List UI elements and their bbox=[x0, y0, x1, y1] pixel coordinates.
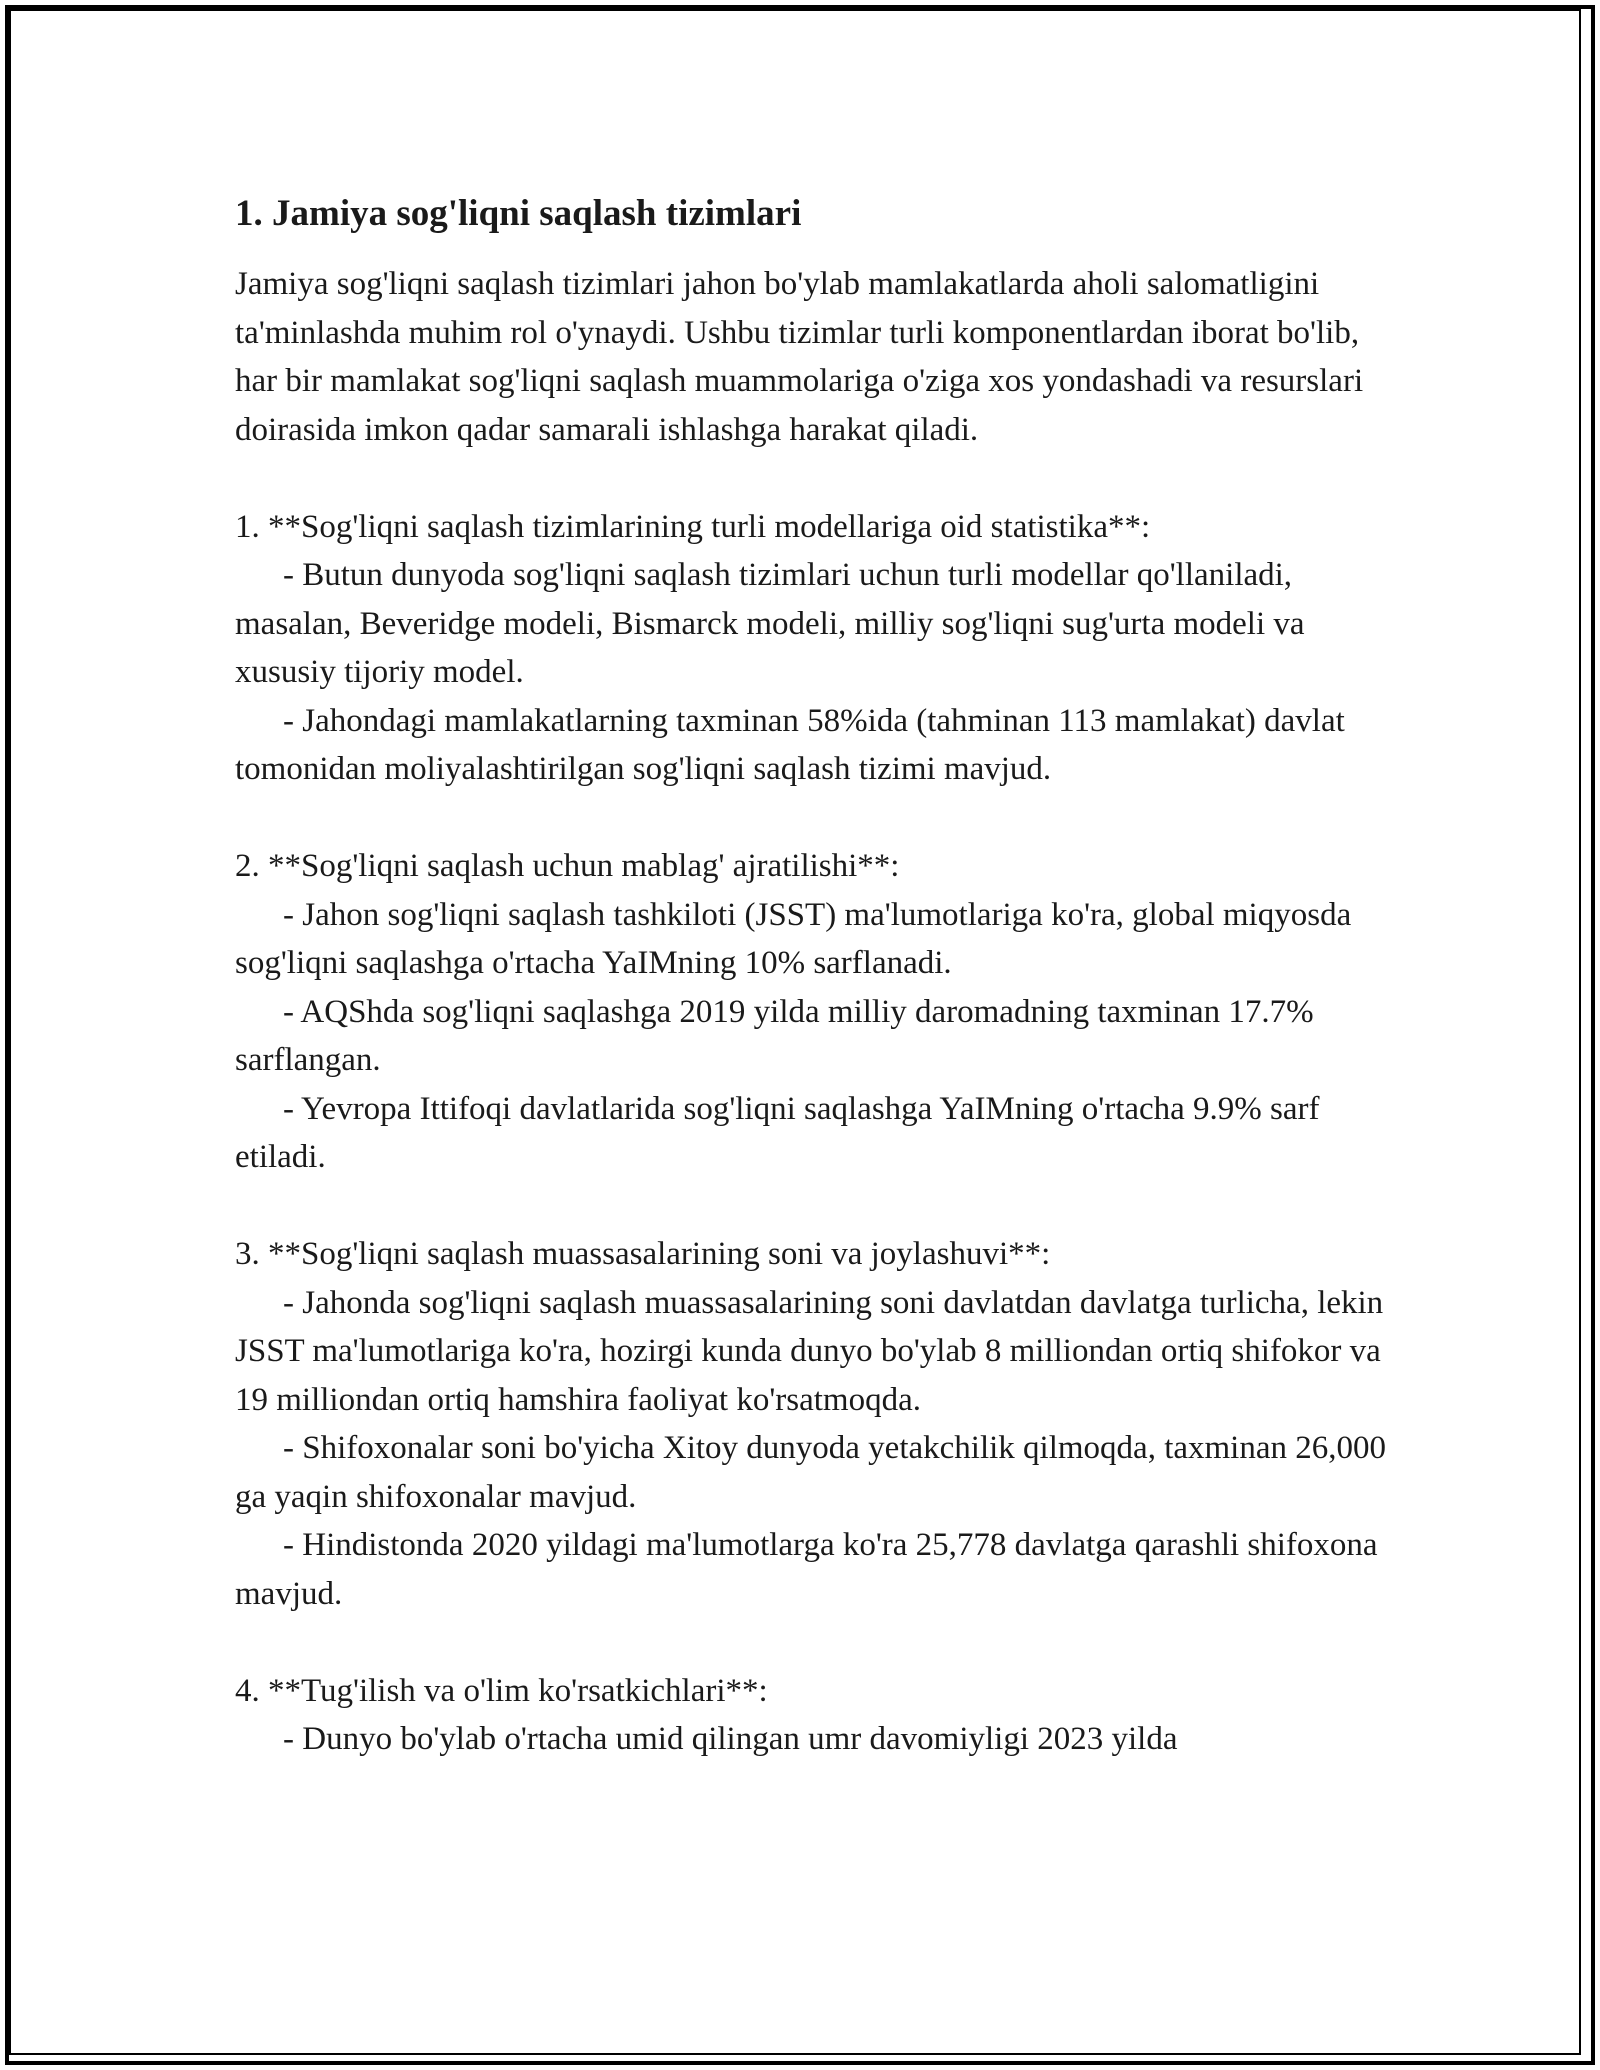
intro-paragraph: Jamiya sog'liqni saqlash tizimlari jahon bo'ylab mamlakatlarda aholi salomatligini ta'minlashda muhim rol o'ynaydi. Ushbu tizimlar turli komponentlardan iborat bo'lib, har bir mamlakat sog'liqni saqlash muammolariga o'ziga xos yondashadi va resurslari doirasida imkon qadar samarali ishlashga harakat qiladi. bbox=[235, 266, 1364, 448]
bullet-item: - Hindistonda 2020 yildagi ma'lumotlarga ko'ra 25,778 davlatga qarashli shifoxona mavjud. bbox=[235, 1527, 1378, 1612]
bullet-item: - Yevropa Ittifoqi davlatlarida sog'liqni saqlashga YaIMning o'rtacha 9.9% sarf etiladi. bbox=[235, 1090, 1320, 1175]
section-title: 2. **Sog'liqni saqlash uchun mablag' ajratilishi**: bbox=[235, 848, 900, 884]
section-funding bbox=[235, 842, 1395, 1182]
section-title: 1. **Sog'liqni saqlash tizimlarining turli modellariga oid statistika**: bbox=[235, 508, 1151, 545]
bullet-item: - Jahon sog'liqni saqlash tashkiloti (JSST) ma'lumotlariga ko'ra, global miqyosda sog'liqni saqlashga o'rtacha YaIMning 10% sarflanadi. bbox=[235, 896, 1352, 981]
section-birth-death bbox=[235, 1667, 1395, 1764]
bullet-item: - Jahonda sog'liqni saqlash muassasalarining soni davlatdan davlatga turlicha, lekin JSST ma'lumotlariga ko'ra, hozirgi kunda dunyo bo'ylab 8 milliondan ortiq shifokor va 19 milliondan ortiq hamshira faoliyat ko'rsatmoqda. bbox=[235, 1284, 1384, 1418]
bullet-item: - Shifoxonalar soni bo'yicha Xitoy dunyoda yetakchilik qilmoqda, taxminan 26,000 ga yaqin shifoxonalar mavjud. bbox=[235, 1430, 1387, 1515]
section-gap bbox=[235, 1182, 1395, 1231]
section-gap bbox=[235, 794, 1395, 843]
section-title: 3. **Sog'liqni saqlash muassasalarining soni va joylashuvi**: bbox=[235, 1236, 1051, 1272]
bullet-item: - Jahondagi mamlakatlarning taxminan 58%ida (tahminan 113 mamlakat) davlat tomonidan moliyalashtirilgan sog'liqni saqlash tizimi mavjud. bbox=[235, 702, 1345, 787]
section-gap bbox=[235, 454, 1395, 503]
document-body bbox=[235, 186, 1395, 1764]
section-models bbox=[235, 503, 1395, 794]
bullet-item: - AQShda sog'liqni saqlashga 2019 yilda milliy daromadning taxminan 17.7% sarflangan. bbox=[235, 993, 1314, 1078]
bullet-item: - Dunyo bo'ylab o'rtacha umid qilingan umr davomiyligi 2023 yilda bbox=[283, 1721, 1178, 1757]
bullet-item: - Butun dunyoda sog'liqni saqlash tizimlari uchun turli modellar qo'llaniladi, masalan, Beveridge modeli, Bismarck modeli, milliy sog'liqni sug'urta modeli va xususiy tijoriy model. bbox=[235, 557, 1305, 690]
section-title: 4. **Tug'ilish va o'lim ko'rsatkichlari**: bbox=[235, 1672, 768, 1709]
document-heading: 1. Jamiya sog'liqni saqlash tizimlari bbox=[235, 193, 802, 234]
section-gap bbox=[235, 1618, 1395, 1667]
section-facilities bbox=[235, 1230, 1395, 1618]
